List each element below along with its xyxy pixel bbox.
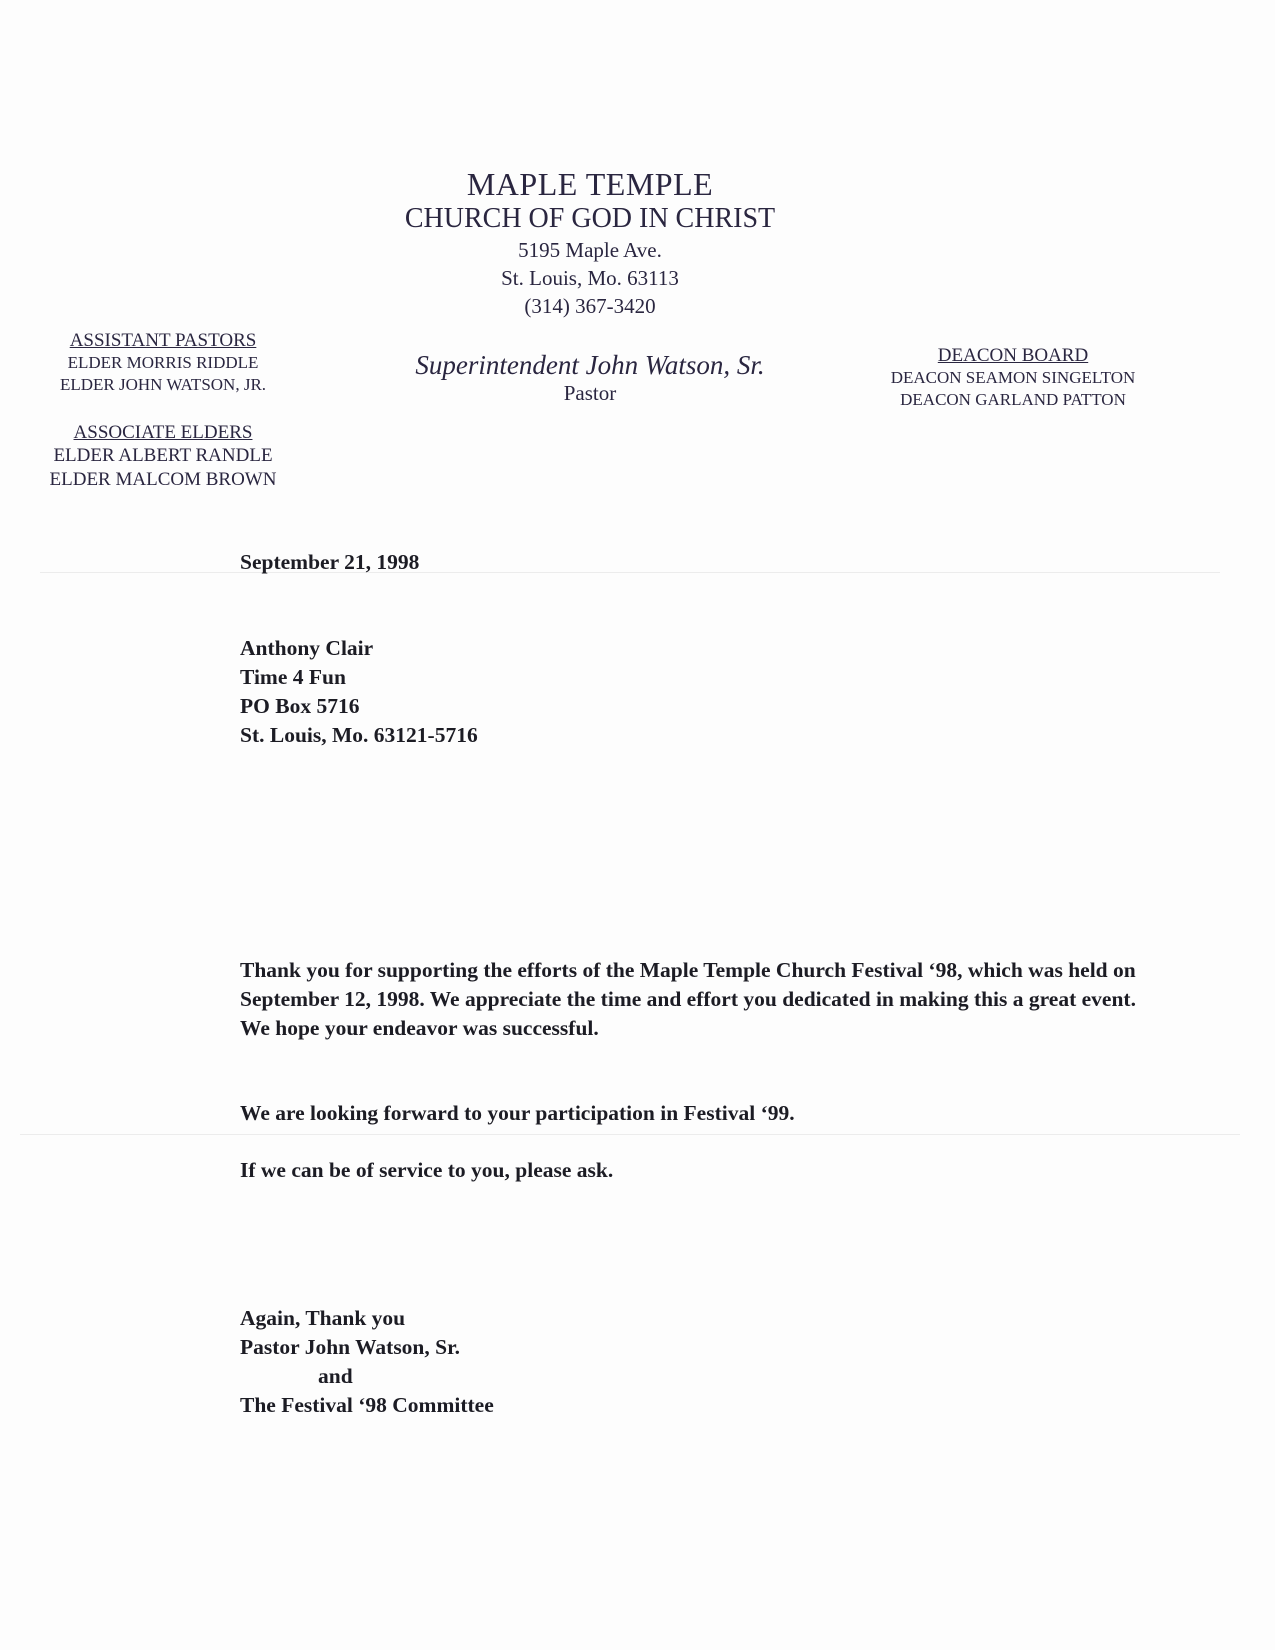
scan-artifact [40,572,1220,573]
deacon-name: DEACON SEAMON SINGELTON [890,368,1136,387]
pastor-title: Pastor [563,381,617,405]
body-paragraph: We are looking forward to your participation in Festival ‘99. [240,1101,795,1125]
closing-block [240,1304,494,1420]
deacon-board-heading: DEACON BOARD [937,345,1089,366]
church-name: MAPLE TEMPLE [466,166,714,202]
church-denomination: CHURCH OF GOD IN CHRIST [404,203,776,234]
associate-elders-block [28,422,298,492]
deacon-board-block [858,345,1168,411]
superintendent-name: Superintendent John Watson, Sr. [415,350,765,380]
recipient-city: St. Louis, Mo. 63121-5716 [240,723,478,747]
church-address-line1: 5195 Maple Ave. [518,238,662,262]
assistant-pastors-heading: ASSISTANT PASTORS [69,330,257,351]
closing-line: and [318,1364,353,1388]
recipient-name: Anthony Clair [240,636,374,660]
body-paragraph: Thank you for supporting the efforts of the Maple Temple Church Festival ‘98, which was held on September 12, 1998. We appreciate the time and effort you dedicated in making this a great event. We hope your endeavor was successful. [240,958,1136,1040]
assistant-pastor-name: ELDER JOHN WATSON, JR. [59,375,267,394]
associate-elder-name: ELDER ALBERT RANDLE [53,445,273,466]
body-paragraph: If we can be of service to you, please ask. [240,1158,614,1182]
assistant-pastor-name: ELDER MORRIS RIDDLE [67,353,259,372]
committee-name: The Festival ‘98 Committee [240,1393,494,1417]
associate-elder-name: ELDER MALCOM BROWN [49,469,277,490]
recipient-company: Time 4 Fun [240,665,346,689]
associate-elders-heading: ASSOCIATE ELDERS [73,422,253,443]
letter-date: September 21, 1998 [240,550,420,574]
assistant-pastors-block [38,330,288,396]
signature-name: Pastor John Watson, Sr. [240,1335,461,1359]
church-phone: (314) 367-3420 [524,294,656,318]
recipient-address [240,634,478,750]
deacon-name: DEACON GARLAND PATTON [900,390,1126,409]
closing-line: Again, Thank you [240,1306,406,1330]
scan-artifact [20,1134,1240,1135]
church-address-line2: St. Louis, Mo. 63113 [501,266,679,290]
recipient-po-box: PO Box 5716 [240,694,360,718]
